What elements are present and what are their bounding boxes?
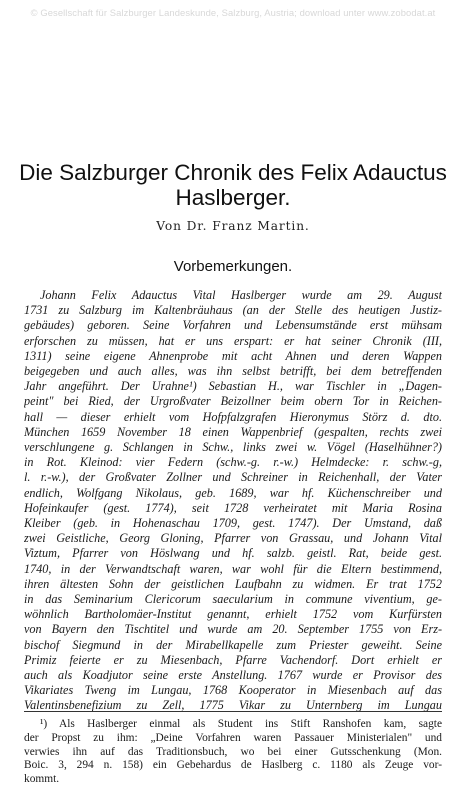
body-line: verschlungene g. Schlangen in Schw., links zwei w. Vögel (Haselhühner?)	[24, 440, 442, 455]
article-title	[0, 160, 466, 210]
body-line: Kleiber (geb. in Hohenaschau 1709, gest. 1747). Der Umstand, daß	[24, 516, 442, 531]
article-title-line-2: Haslberger.	[175, 185, 291, 210]
body-line: ihren ältesten Sohn der geistlichen Laufbahn zu widmen. Er trat 1752	[24, 576, 442, 591]
body-line: erforschen zu müssen, hat er uns erspart: er hat seiner Chronik (III,	[24, 333, 442, 348]
footnote-line: der Propst zu ihm: „Deine Vorfahren waren Passauer Ministerialen" und	[24, 731, 442, 744]
article-title-line-1: Die Salzburger Chronik des Felix Adauctus	[19, 160, 447, 185]
body-line: auch als Koadjutor seine erste Anstellung. 1767 wurde er Provisor des	[24, 668, 442, 683]
body-line: Valentinsbenefizium zu Zell, 1775 Vikar zu Unternberg im Lungau	[24, 698, 442, 713]
body-line: peint" bei Ried, der Urgroßvater Beizollner beim obern Tor in Reichen-	[24, 394, 442, 409]
body-line: zwei Geistliche, Georg Gloning, Pfarrer von Grassau, und Johann Vital	[24, 531, 442, 546]
body-line: beigegeben und auch alles, was ihn selbst betrifft, bei dem betreffenden	[24, 364, 442, 379]
footnote-line: verwies ihn auf das Traditionsbuch, wo bei einer Gutsschenkung (Mon.	[24, 745, 442, 758]
body-line: Vikariates Tweng im Lungau, 1768 Kooperator in Miesenbach auf das	[24, 683, 442, 698]
body-line: 1740, in der Verwandtschaft waren, war wohl für die Eltern bestimmend,	[24, 561, 442, 576]
body-line: in das Seminarium Clericorum saecularium in commune viventium, ge-	[24, 592, 442, 607]
body-line: München 1659 November 18 einen Wappenbrief (gespalten, rechts zwei	[24, 424, 442, 439]
body-line: Viztum, Pfarrer von Höslwang und hf. salzb. geistl. Rat, beide gest.	[24, 546, 442, 561]
body-line: endlich, Wolfgang Nikolaus, geb. 1689, war hf. Küchenschreiber und	[24, 485, 442, 500]
body-line: Johann Felix Adauctus Vital Haslberger wurde am 29. August	[40, 288, 442, 302]
body-line: gebäudes) geboren. Seine Vorfahren und Lebensumstände erst mühsam	[24, 318, 442, 333]
article-author: Von Dr. Franz Martin.	[156, 219, 310, 233]
body-line: bischof Siegmund in der Mirabellkapelle zum Priester geweiht. Seine	[24, 637, 442, 652]
body-text	[24, 288, 442, 714]
body-line: 1311) seine eigene Ahnenprobe mit acht Ahnen und deren Wappen	[24, 348, 442, 363]
footnote-line: kommt.	[24, 773, 60, 786]
section-heading: Vorbemerkungen.	[173, 258, 293, 275]
body-line: Jahr angeführt. Der Urahne¹) Sebastian H., war Tischler in „Dagen-	[24, 379, 442, 394]
body-line: Hofeinkaufer (gest. 1774), seit 1728 verheiratet mit Maria Rosina	[24, 500, 442, 515]
body-line: in Rot. Kleinod: vier Federn (schw.-g. r.-w.) Helmdecke: r. schw.-g,	[24, 455, 442, 470]
footnote-line: ¹) Als Haslberger einmal als Student ins Stift Ranshofen kam, sagte	[40, 718, 442, 730]
footnote	[24, 718, 442, 787]
body-line: wöhnlich Bartholomäer-Institut genannt, erhielt 1752 vom Kurfürsten	[24, 607, 442, 622]
footnote-divider	[24, 711, 442, 712]
body-line: Primiz feierte er zu Miesenbach, Pfarre Vachendorf. Dort erhielt er	[24, 652, 442, 667]
body-line: von Bayern den Tischtitel und wurde am 20. September 1755 von Erz-	[24, 622, 442, 637]
body-line: l. r.-w.), der Großvater Zollner und Schreiner in Reichenhall, der Vater	[24, 470, 442, 485]
body-line: hall — dieser erhielt vom Hofpfalzgrafen Hieronymus Störz d. dto.	[24, 409, 442, 424]
footnote-line: Boic. 3, 294 n. 158) ein Gebehardus de Haslberg c. 1180 als Zeuge vor-	[24, 759, 442, 772]
body-line: 1731 zu Salzburg im Kaltenbräuhaus (an der Stelle des heutigen Justiz-	[24, 303, 442, 318]
copyright-watermark: © Gesellschaft für Salzburger Landeskunde, Salzburg, Austria; download unter www.zobodat.at	[30, 7, 436, 18]
